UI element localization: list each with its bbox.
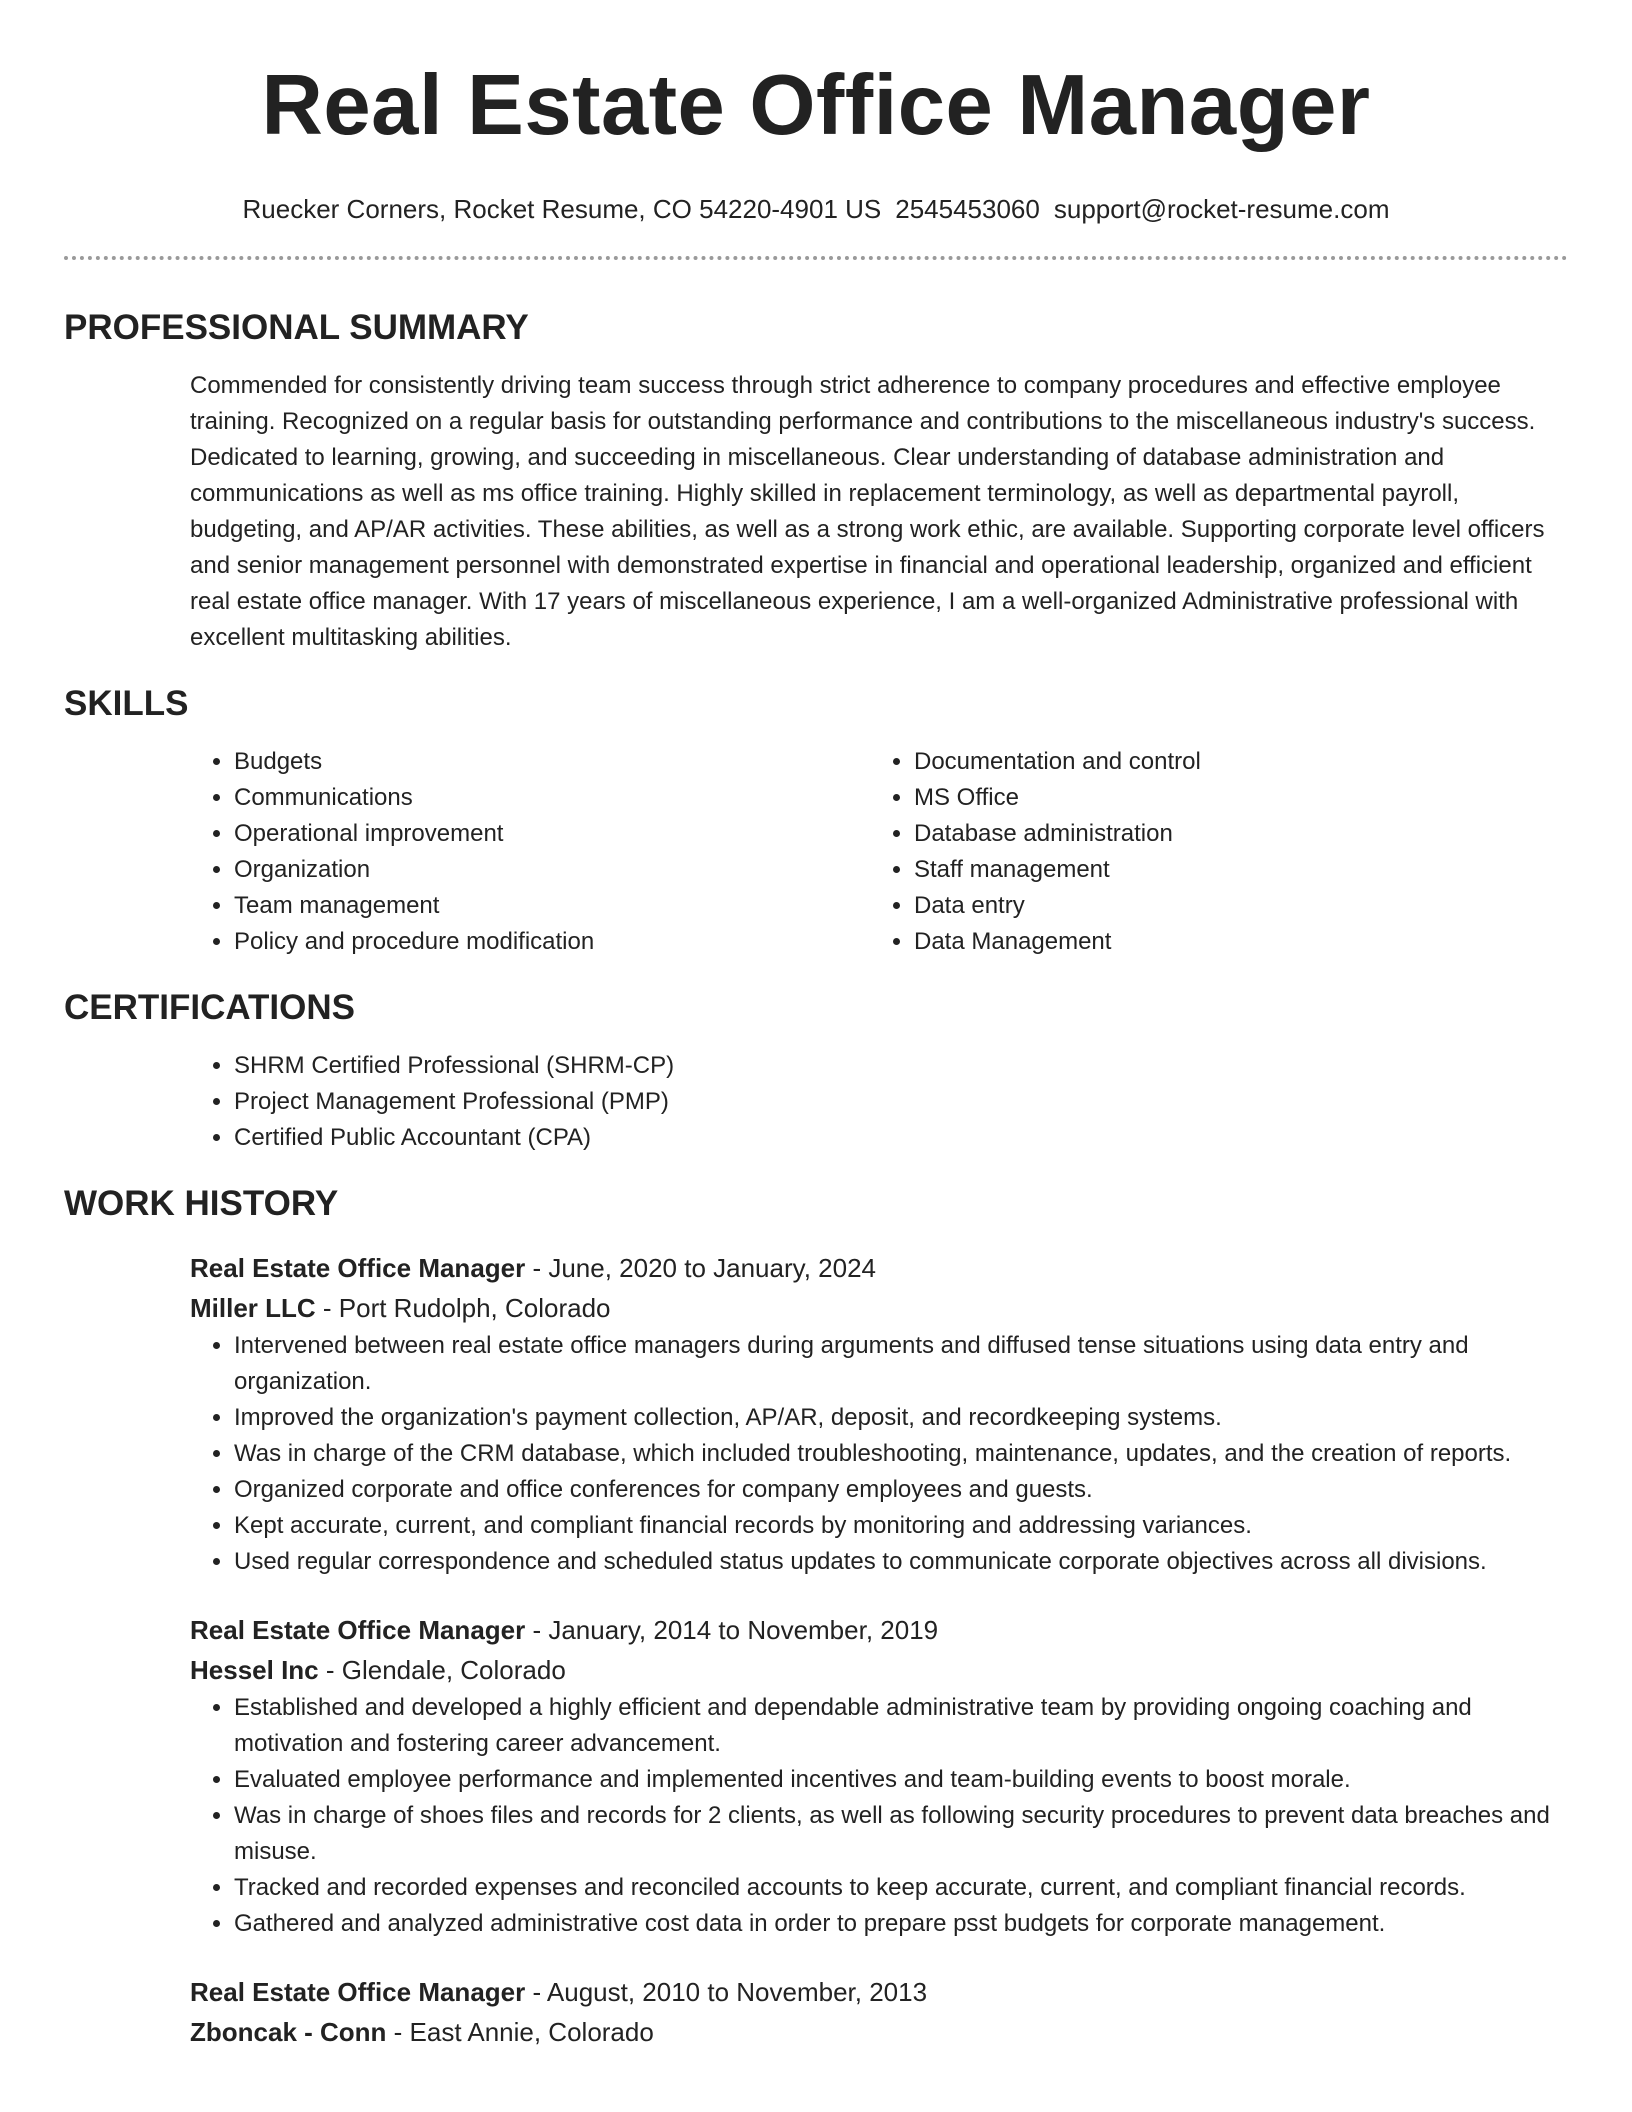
job-role: Real Estate Office Manager [190,1977,526,2007]
job-location: - Glendale, Colorado [318,1655,566,1685]
skill-item: • Data entry [914,888,1550,924]
job-bullet: • Evaluated employee performance and implemented incentives and team-building events to boost morale. [234,1762,1568,1798]
job-company-line [190,1650,1568,1690]
certifications-list [190,1048,1568,1156]
skill-item: • Documentation and control [914,744,1550,780]
job-dates: - August, 2010 to November, 2013 [525,1977,928,2007]
contact-phone: 2545453060 [895,194,1040,224]
work-history-title: WORK HISTORY [64,1184,339,1223]
certifications-title: CERTIFICATIONS [64,988,356,1027]
job-location: - East Annie, Colorado [386,2017,654,2047]
job-entry [190,1972,1568,2052]
contact-line [64,192,1568,226]
job-bullet: • Was in charge of shoes files and records for 2 clients, as well as following security procedures to prevent data breaches and misuse. [234,1798,1568,1870]
job-bullet: • Tracked and recorded expenses and reconciled accounts to keep accurate, current, and compliant financial records. [234,1870,1568,1906]
summary-title: PROFESSIONAL SUMMARY [64,308,529,347]
skill-item: • MS Office [914,780,1550,816]
skill-item: • Budgets [234,744,870,780]
contact-address: Ruecker Corners, Rocket Resume, CO 54220-4901 US [242,194,882,224]
job-bullet: • Intervened between real estate office managers during arguments and diffused tense situations using data entry and organization. [234,1328,1568,1400]
job-title-line [190,1248,1568,1288]
job-company: Zboncak - Conn [190,2017,387,2047]
job-location: - Port Rudolph, Colorado [315,1293,611,1323]
job-entry [190,1248,1568,1580]
certification-item: • SHRM Certified Professional (SHRM-CP) [234,1048,1568,1084]
skill-item: • Operational improvement [234,816,870,852]
job-bullet: • Organized corporate and office conferences for company employees and guests. [234,1472,1568,1508]
job-bullet: • Kept accurate, current, and compliant financial records by monitoring and addressing variances. [234,1508,1568,1544]
job-bullet: • Used regular correspondence and scheduled status updates to communicate corporate objectives across all divisions. [234,1544,1568,1580]
job-company: Hessel Inc [190,1655,319,1685]
header-divider [64,256,1568,260]
contact-email: support@rocket-resume.com [1053,194,1390,224]
skills-column-right [870,744,1550,960]
job-bullets [190,1328,1568,1580]
certification-item: • Certified Public Accountant (CPA) [234,1120,1568,1156]
skill-item: • Organization [234,852,870,888]
skills-column-left [190,744,870,960]
skill-item: • Policy and procedure modification [234,924,870,960]
job-bullet: • Was in charge of the CRM database, which included troubleshooting, maintenance, updates, and the creation of reports. [234,1436,1568,1472]
skills-section [64,682,1568,960]
job-title-line [190,1972,1568,2012]
summary-text: Commended for consistently driving team success through strict adherence to company procedures and effective employee training. Recognized on a regular basis for outstanding performance and contributions to the miscellaneous industry's success. Dedicated to learning, growing, and succeeding in miscellaneous. Clear understanding of database administration and communications as well as ms office training. Highly skilled in replacement terminology, as well as departmental payroll, budgeting, and AP/AR activities. These abilities, as well as a strong work ethic, are available. Supporting corporate level officers and senior management personnel with demonstrated expertise in financial and operational leadership, organized and efficient real estate office manager. With 17 years of miscellaneous experience, I am a well-organized Administrative professional with excellent multitasking abilities. [190,372,1545,651]
job-bullet: • Improved the organization's payment collection, AP/AR, deposit, and recordkeeping systems. [234,1400,1568,1436]
resume-name: Real Estate Office Manager [261,58,1371,153]
certifications-section [64,986,1568,1156]
job-role: Real Estate Office Manager [190,1615,526,1645]
job-company-line [190,2012,1568,2052]
skill-item: • Data Management [914,924,1550,960]
work-history-section [64,1182,1568,2052]
job-entry [190,1610,1568,1942]
job-company-line [190,1288,1568,1328]
job-dates: - June, 2020 to January, 2024 [525,1253,876,1283]
job-bullet: • Established and developed a highly efficient and dependable administrative team by providing ongoing coaching and motivation and fostering career advancement. [234,1690,1568,1762]
skills-grid [190,744,1568,960]
job-title-line [190,1610,1568,1650]
summary-section [64,306,1568,656]
certification-item: • Project Management Professional (PMP) [234,1084,1568,1120]
skill-item: • Communications [234,780,870,816]
job-dates: - January, 2014 to November, 2019 [525,1615,939,1645]
skills-title: SKILLS [64,684,189,723]
skills-list-right [870,744,1550,960]
job-company: Miller LLC [190,1293,316,1323]
job-bullet: • Gathered and analyzed administrative cost data in order to prepare psst budgets for corporate management. [234,1906,1568,1942]
skill-item: • Staff management [914,852,1550,888]
skill-item: • Database administration [914,816,1550,852]
certifications-list-wrap [190,1048,1568,1156]
job-role: Real Estate Office Manager [190,1253,526,1283]
job-bullets [190,1690,1568,1942]
skill-item: • Team management [234,888,870,924]
skills-list-left [190,744,870,960]
